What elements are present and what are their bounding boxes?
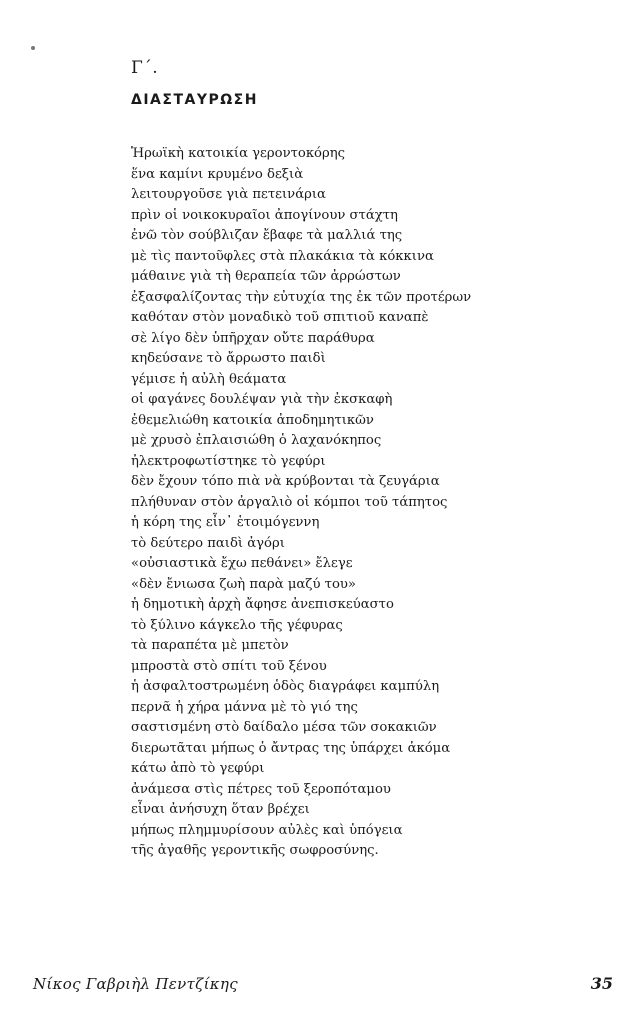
poem-line: «δὲν ἔνιωσα ζωὴ παρὰ μαζύ του»: [131, 576, 356, 592]
poem-line: ἕνα καμίνι κρυμένο δεξιὰ: [131, 166, 304, 182]
poem-line: οἱ φαγάνες δουλέψαν γιὰ τὴν ἐκσκαφὴ: [131, 392, 393, 407]
poem-line: μὲ χρυσὸ ἐπλαισιώθη ὁ λαχανόκηπος: [131, 433, 382, 448]
poem-line: εἶναι ἀνήσυχη ὅταν βρέχει: [131, 802, 310, 817]
poem-line: «οὐσιαστικὰ ἔχω πεθάνει» ἔλεγε: [131, 556, 353, 571]
ink-speck: [31, 46, 35, 50]
poem-line: καθόταν στὸν μοναδικὸ τοῦ σπιτιοῦ καναπὲ: [131, 310, 429, 325]
poem-line: τὸ δεύτερο παιδὶ ἀγόρι: [131, 535, 285, 551]
section-number: Γ΄.: [131, 58, 159, 78]
poem-line: ἐθεμελιώθη κατοικία ἀποδημητικῶν: [131, 412, 374, 428]
poem-line: μάθαινε γιὰ τὴ θεραπεία τῶν ἀρρώστων: [131, 269, 401, 284]
poem-line: ἐνῶ τὸν σούβλιζαν ἔβαφε τὰ μαλλιά της: [131, 228, 403, 243]
poem-line: ἡ δημοτικὴ ἀρχὴ ἄφησε ἀνεπισκεύαστο: [131, 597, 394, 612]
page-number: 35: [590, 974, 613, 993]
poem-line: τὰ παραπέτα μὲ μπετὸν: [131, 638, 289, 653]
poem-title: ΔΙΑΣΤΑΥΡΩΣΗ: [131, 92, 258, 108]
poem-line: κηδεύσανε τὸ ἄρρωστο παιδὶ: [131, 351, 326, 366]
poem-line: περνᾶ ἡ χήρα μάννα μὲ τὸ γιό της: [131, 699, 358, 715]
poem-line: μὲ τὶς παντοῦφλες στὰ πλακάκια τὰ κόκκινα: [131, 248, 434, 264]
poem-line: ἐξασφαλίζοντας τὴν εὐτυχία της ἐκ τῶν προτέρων: [131, 289, 472, 305]
poem-line: σαστισμένη στὸ δαίδαλο μέσα τῶν σοκακιῶν: [131, 720, 437, 735]
poem-line: διερωτᾶται μήπως ὁ ἄντρας της ὑπάρχει ἀκόμα: [131, 740, 451, 756]
poem-line: τῆς ἀγαθῆς γεροντικῆς σωφροσύνης.: [131, 843, 379, 858]
poem-line: ἡ ἀσφαλτοστρωμένη ὁδὸς διαγράφει καμπύλη: [131, 679, 440, 694]
poem-line: τὸ ξύλινο κάγκελο τῆς γέφυρας: [131, 617, 343, 633]
poem-line: Ἡρωϊκὴ κατοικία γεροντοκόρης: [131, 146, 346, 161]
poem-line: ἀνάμεσα στὶς πέτρες τοῦ ξεροπόταμου: [131, 781, 391, 797]
poem-line: πρὶν οἱ νοικοκυραῖοι ἀπογίνουν στάχτη: [131, 207, 398, 223]
poem-line: μπροστὰ στὸ σπίτι τοῦ ξένου: [131, 658, 327, 674]
poem-line: δὲν ἔχουν τόπο πιὰ νὰ κρύβονται τὰ ζευγάρια: [131, 474, 440, 489]
poem-line: λειτουργοῦσε γιὰ πετεινάρια: [131, 187, 326, 202]
footer-author: Νίκος Γαβριὴλ Πεντζίκης: [33, 975, 238, 993]
poem-line: κάτω ἀπὸ τὸ γεφύρι: [131, 761, 265, 776]
poem-line: πλήθυναν στὸν ἀργαλιὸ οἱ κόμποι τοῦ τάπητος: [131, 494, 448, 510]
poem-line: μήπως πλημμυρίσουν αὐλὲς καὶ ὑπόγεια: [131, 822, 403, 838]
poem-line: ἠλεκτροφωτίστηκε τὸ γεφύρι: [131, 453, 326, 469]
poem-line: σὲ λίγο δὲν ὑπῆρχαν οὔτε παράθυρα: [131, 330, 375, 346]
poem-line: γέμισε ἡ αὐλὴ θεάματα: [131, 371, 287, 387]
poem-body: [131, 144, 471, 862]
poem-line: ἡ κόρη της εἶν᾽ ἑτοιμόγεννη: [131, 515, 320, 530]
